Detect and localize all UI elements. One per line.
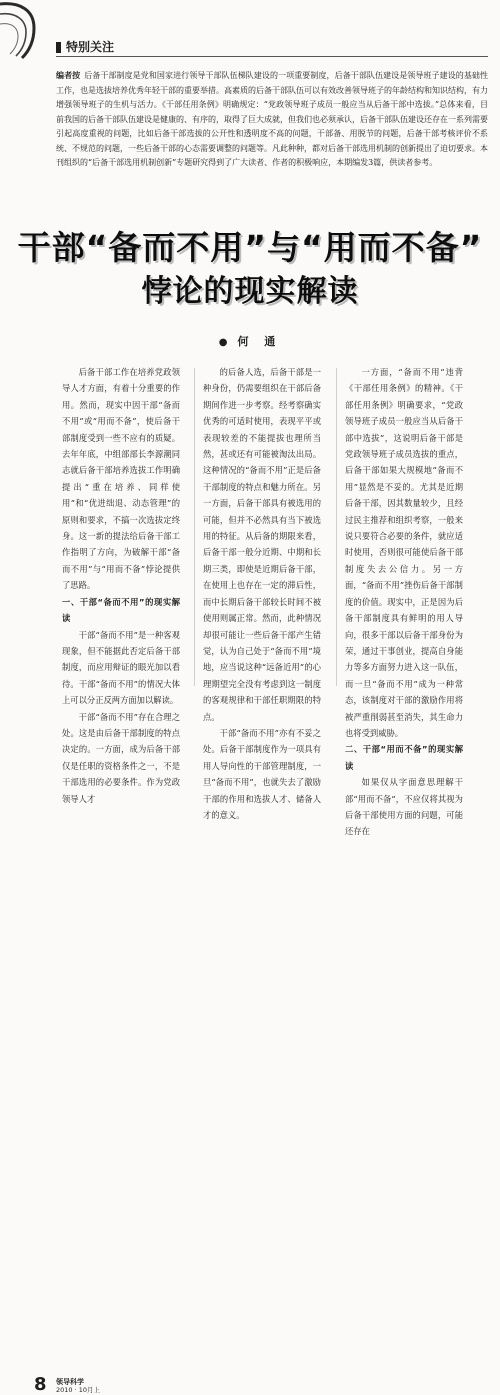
paragraph: 一方面，“备而不用”违背《干部任用条例》的精神。《干部任用条例》明确要求，“党政领导班子成员一般应当从后备干部中选拔”，这说明后备干部是党政领导班子成员选拔的重点，后备干部如果大规模地“备而不用”显然是不妥的。尤其是近期后备干部，因其数量较少，且经过民主推荐和组织考察，一般来说只要符合必要的条件，就应适时使用，否则很可能使后备干部制度失去公信力。另一方面，“备而不用”挫伤后备干部制度的价值。现实中，正是因为后备干部制度具有鲜明的用人导向，很多干部以后备干部身份为荣，通过干事创业，提高自身能力等多方面努力进入这一队伍，而一旦“备而不用”成为一种常态，该制度对干部的激励作用将被严重削弱甚至消失，其生命力也将受到威胁。 xyxy=(345,367,463,738)
paragraph: 干部“备而不用”是一种客观现象，但不能据此否定后备干部制度，而应用辩证的眼光加以看待。干部“备而不用”的情况大体上可以分正反两方面加以解读。 xyxy=(62,629,180,706)
author-name: 何 通 xyxy=(237,335,282,348)
author-line xyxy=(0,333,500,349)
page-number: 8 xyxy=(34,1374,47,1395)
column-divider xyxy=(194,368,195,686)
paragraph: 的后备人选，后备干部是一种身份，仍需要组织在干部后备期间作进一步考察。经考察确实优秀的可适时使用，表现平平或表现较差的不能提拔也理所当然，甚或还有可能被淘汰出局。这种情况的“备而不用”正是后备干部制度的特点和魅力所在。另一方面，后备干部具有被选用的可能，但并不必然具有当下被选用的特征。从后备的期限来看，后备干部一般分近期、中期和长期三类，即使是近期后备干部，在使用上也存在一定的滞后性，而中长期后备干部较长时间不被使用则属正常。然而，此种情况却很可能让一些后备干部产生错觉，认为自己处于“备而不用”境地，应当说这种“远备近用”的心理期望完全没有考虑到这一制度的客观规律和干部任职期限的特点。 xyxy=(203,367,321,722)
author-marker-icon: ● xyxy=(218,337,234,348)
body-column-1 xyxy=(62,364,180,804)
section-label: 特别关注 xyxy=(66,40,115,54)
body-column-2 xyxy=(203,364,321,820)
journal-issue: 2010 · 10月上 xyxy=(56,1386,101,1394)
paragraph: 如果仅从字面意思理解干部“用而不备”，不应仅将其视为后备干部使用方面的问题，可能还存在 xyxy=(345,777,463,837)
section-heading: 二、干部“用而不备”的现实解读 xyxy=(345,744,463,771)
header-rule xyxy=(56,56,488,57)
paragraph: 后备干部工作在培养党政领导人才方面，有着十分重要的作用。然而，现实中因干部“备而不用”或“用而不备”，使后备干部制度受到一些不应有的质疑。去年年底，中组部部长李源潮同志就后备干部培养选拔工作明确提出“重在培养、同样使用”和“优进绌退、动态管理”的原则和要求，不搞一次选拔定终身。这一新的提法给后备干部工作指明了方向，为破解干部“备而不用”与“用而不备”悖论提供了思路。 xyxy=(62,367,180,591)
editor-note-lead: 编者按 xyxy=(56,70,81,80)
section-marker xyxy=(56,42,61,53)
column-divider xyxy=(336,368,337,686)
article-title-line-1: 干部“备而不用”与“用而不备” xyxy=(17,228,483,267)
editor-note xyxy=(56,68,488,180)
editor-note-text: 后备干部制度是党和国家进行领导干部队伍梯队建设的一项重要制度，后备干部队伍建设是领导班子建设的基础性工作，也是选拔培养优秀年轻干部的重要举措。高素质的后备干部队伍可以有效改善领导班子的年龄结构和知识结构，有力增强领导班子的生机与活力。《干部任用条例》明确规定：“党政领导班子成员一般应当从后备干部中选拔。”总体来看，目前我国的后备干部队伍建设是健康的、有序的，取得了巨大成就，但我们也必须承认，后备干部队伍建设还存在一系列需要引起高度重视的问题，比如后备干部选拔的公开性和透明度不高的问题，干部备、用脱节的问题，后备干部考核评价不系统、不规范的问题，一些后备干部的心态需要调整的问题等。凡此种种，都对后备干部选用机制的创新提出了迫切要求。本刊组织的“后备干部选用机制创新”专题研究得到了广大读者、作者的积极响应，本期编发3篇，供读者参考。 xyxy=(56,71,488,167)
article-title-line-2: 悖论的现实解读 xyxy=(141,274,359,309)
section-heading: 一、干部“备而不用”的现实解读 xyxy=(62,596,180,624)
paragraph: 干部“备而不用”亦有不妥之处。后备干部制度作为一项具有用人导向性的干部管理制度，一旦“备而不用”，也就失去了激励干部的作用和选拔人才、储备人才的意义。 xyxy=(203,727,321,820)
journal-name: 领导科学 xyxy=(56,1378,84,1386)
paragraph: 干部“备而不用”存在合理之处。这是由后备干部制度的特点决定的。一方面，成为后备干部仅是任职的资格条件之一，不是干部选用的必要条件。作为党政领导人才 xyxy=(62,711,180,804)
page-header xyxy=(0,0,500,58)
body-column-3 xyxy=(345,364,463,837)
